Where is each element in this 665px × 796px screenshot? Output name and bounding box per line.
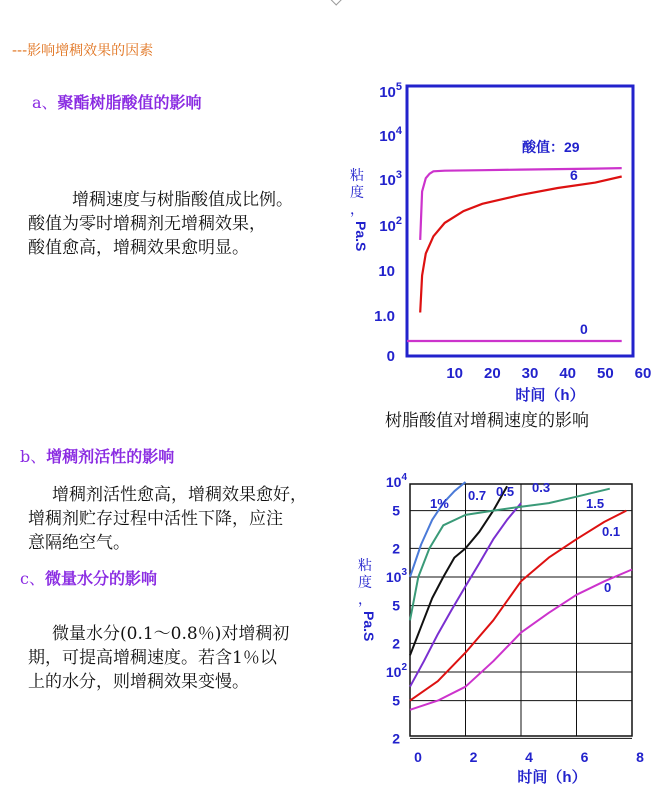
chart1-caption: 树脂酸值对增稠速度的影响 — [385, 411, 589, 431]
section-c-paragraph — [28, 622, 358, 694]
chart1-label-0: 0 — [580, 321, 588, 337]
section-c-title-text: 微量水分的影响 — [44, 569, 157, 588]
chart1-y-axis-label-part-1: 度 — [350, 184, 364, 200]
section-b-paragraph — [28, 483, 358, 555]
section-a-line-3: 酸值愈高，增稠效果愈明显。 — [28, 238, 249, 258]
chart1-x-tick-4: 50 — [596, 365, 614, 382]
chart1-y-axis-label-part-0: 粘 — [350, 167, 364, 183]
chart2-label-0-5: 0.5 — [496, 484, 515, 499]
chart1-y-tick-0: $10^5$ — [379, 81, 402, 101]
section-b-line-2: 增稠剂贮存过程中活性下降，应注 — [28, 509, 283, 529]
section-c-line-1: 微量水分(0.1～0.8％)对增稠初 — [52, 624, 290, 644]
section-a-title-text: 聚酯树脂酸值的影响 — [57, 93, 202, 112]
chart1-y-tick-2: $10^3$ — [379, 169, 402, 189]
chart2-x-axis-label: 时间（h） — [517, 769, 587, 786]
chart2-x-tick-3: 6 — [580, 749, 589, 765]
section-a-marker: a、 — [32, 93, 58, 112]
section-a-title — [32, 90, 202, 113]
chart2-y-tick-2: 2 — [392, 540, 400, 557]
top-chevron-mark — [328, 0, 342, 6]
chart1-x-axis-label: 时间（h） — [515, 387, 585, 404]
section-c-marker: c、 — [20, 569, 45, 588]
chart-acid-value — [340, 78, 660, 438]
chart1-y-tick-6: 0 — [386, 348, 395, 365]
chart-water-content — [340, 464, 660, 794]
chart2-label-0-3: 0.3 — [532, 480, 551, 495]
chart1-y-axis-label-part-2: ， — [350, 201, 364, 217]
chart1-x-tick-1: 20 — [483, 365, 501, 382]
chart2-label-0-1: 0.1 — [602, 524, 621, 539]
chart2-y-axis-label-part-3: Pa.S — [361, 611, 377, 642]
chart2-label-1pct: 1% — [430, 496, 449, 511]
chart1-y-tick-3: $10^2$ — [379, 215, 402, 235]
chart2-label-1-5: 1.5 — [586, 496, 605, 511]
page-header: ---影响增稠效果的因素 — [12, 43, 154, 59]
section-b-line-1: 增稠剂活性愈高，增稠效果愈好， — [52, 485, 307, 505]
chart2-y-axis-label-part-1: 度 — [358, 574, 372, 590]
chart1-y-axis-label-part-3: Pa.S — [353, 221, 369, 252]
chart2-y-tick-3: $10^3$ — [385, 567, 407, 585]
chart2-label-0-7: 0.7 — [468, 488, 487, 503]
section-a-line-1: 增稠速度与树脂酸值成比例。 — [72, 190, 293, 210]
chart2-label-0: 0 — [604, 580, 612, 595]
chart2-y-tick-5: 2 — [392, 635, 400, 652]
chart2-x-tick-1: 2 — [469, 749, 478, 765]
chart1-label-29: 酸值：29 — [522, 139, 580, 155]
chart2-x-tick-4: 8 — [636, 749, 644, 765]
chart2-x-tick-2: 4 — [525, 749, 533, 765]
section-a-paragraph — [28, 188, 358, 260]
chart2-y-tick-7: 5 — [392, 692, 400, 709]
section-a-line-2: 酸值为零时增稠剂无增稠效果， — [28, 214, 266, 234]
chart1-y-tick-1: $10^4$ — [379, 125, 402, 145]
section-b-line-3: 意隔绝空气。 — [28, 533, 130, 553]
section-b-title — [20, 444, 174, 467]
section-c-line-2: 期，可提高增稠速度。若含1％以 — [28, 648, 277, 668]
chart2-y-tick-4: 5 — [392, 597, 400, 614]
chart2-y-tick-0: $10^4$ — [385, 472, 407, 490]
section-b-marker: b、 — [20, 447, 47, 466]
section-c-line-3: 上的水分，则增稠效果变慢。 — [28, 672, 249, 692]
chart2-x-tick-0: 0 — [414, 749, 422, 765]
chart2-y-tick-1: 5 — [392, 502, 400, 519]
chart2-y-tick-6: $10^2$ — [385, 662, 407, 680]
chart1-x-tick-2: 30 — [521, 365, 539, 382]
chart1-x-tick-3: 40 — [559, 365, 577, 382]
chart2-y-axis-label-part-2: ， — [358, 591, 372, 607]
section-c-title — [20, 566, 157, 589]
chart1-y-tick-5: 1.0 — [374, 308, 395, 325]
chart1-x-tick-0: 10 — [446, 365, 464, 382]
chart1-y-tick-4: 10 — [378, 263, 395, 280]
chart1-label-6: 6 — [570, 167, 578, 183]
section-b-title-text: 增稠剂活性的影响 — [46, 447, 175, 466]
chart1-x-tick-5: 60 — [634, 365, 652, 382]
chart2-y-axis-label-part-0: 粘 — [358, 557, 372, 573]
chart2-y-tick-8: 2 — [392, 730, 400, 747]
chart1-plot-frame — [407, 86, 633, 356]
